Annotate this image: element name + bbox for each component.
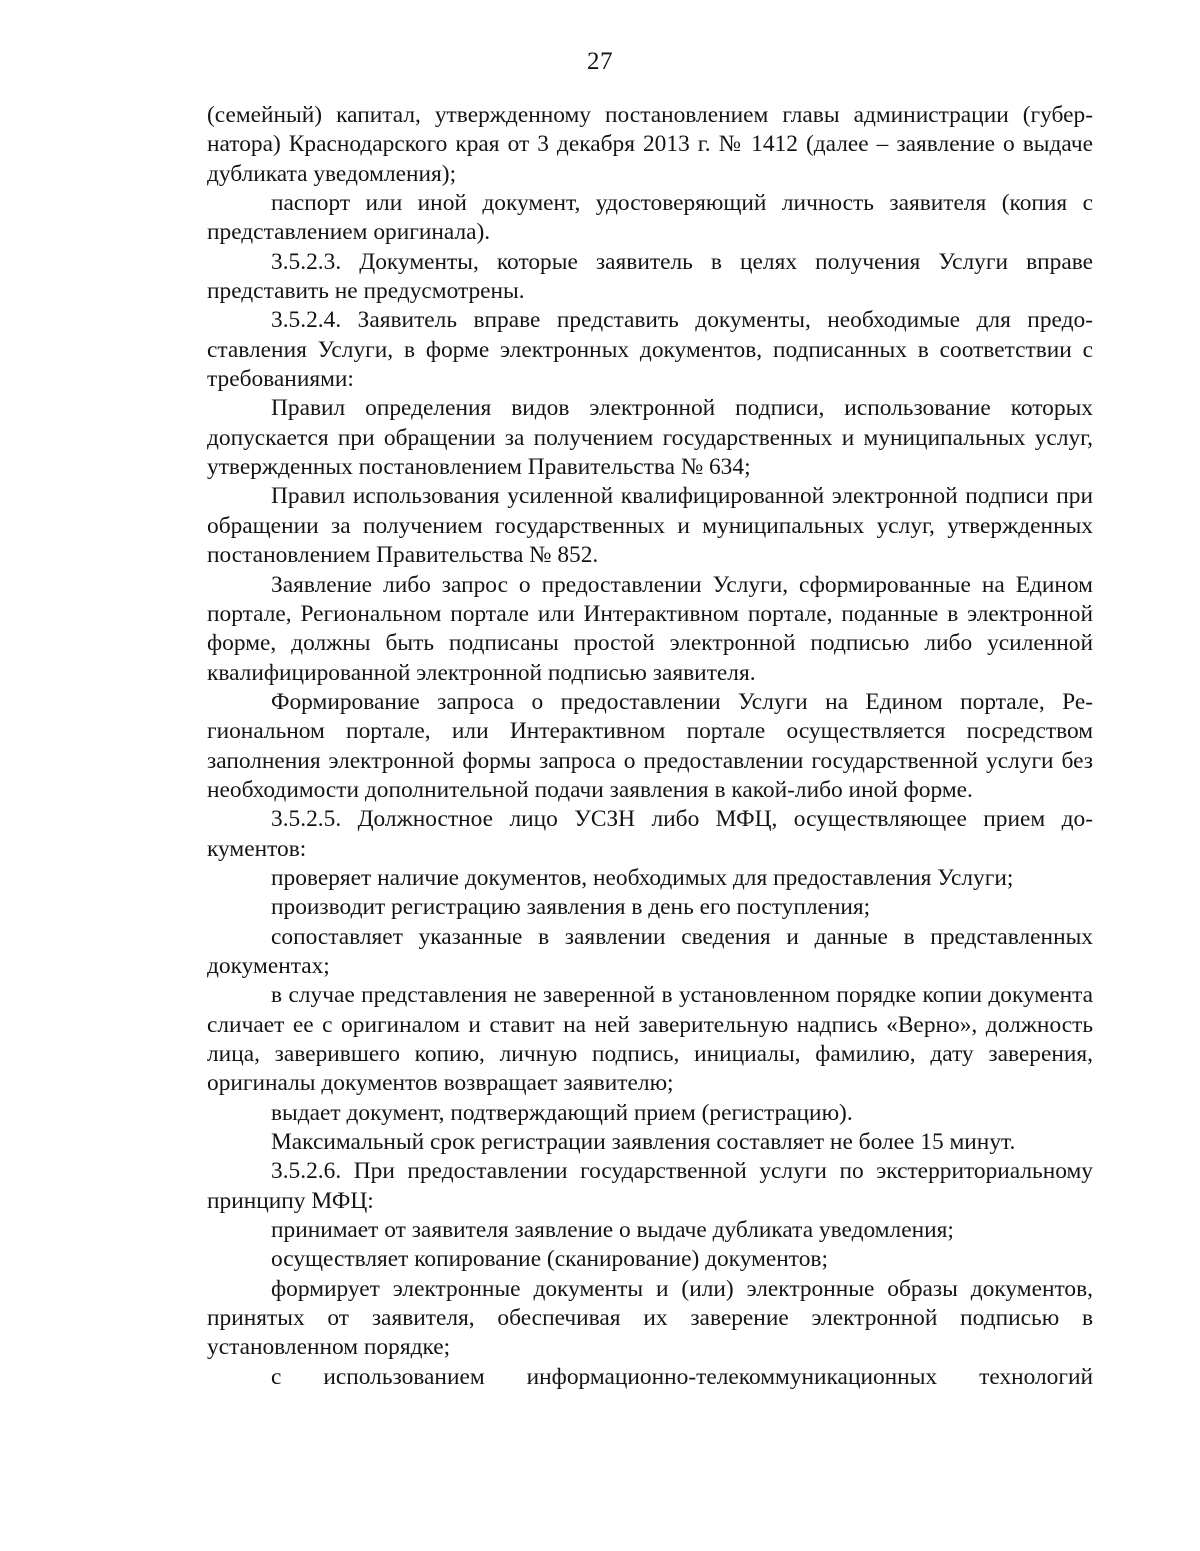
paragraph: с использованием информационно-телекоммуникационных технологий: [271, 1363, 1093, 1390]
paragraph: осуществляет копирование (сканирование) документов;: [271, 1246, 828, 1273]
paragraph: сопоставляет указанные в заявлении сведения и данные в представленных документах;: [207, 923, 1093, 979]
paragraph: 3.5.2.6. При предоставлении государственной услуги по экстерриториальному принципу МФЦ:: [207, 1158, 1093, 1214]
paragraph: принимает от заявителя заявление о выдаче дубликата уведомления;: [271, 1217, 954, 1244]
paragraph: 3.5.2.3. Документы, которые заявитель в целях получения Услуги вправе представить не предусмотрены.: [207, 248, 1093, 305]
paragraph: Правил определения видов электронной подписи, использование которых допускается при обращении за получением государственных и муниципальных услуг, утвержденных постановлением Правительства № 634;: [207, 395, 1093, 481]
paragraph: Правил использования усиленной квалифицированной электронной подписи при обращении за получением государственных и муниципальных услуг, утвержденных постановлением Правительства № 852.: [207, 483, 1093, 569]
paragraph: формирует электронные документы и (или) электронные образы документов, принятых от заявителя, обеспечивая их заверение электронной подписью в установленном порядке;: [207, 1275, 1093, 1361]
document-body: [207, 101, 1093, 1392]
paragraph: выдает документ, подтверждающий прием (регистрацию).: [271, 1099, 853, 1126]
paragraph: в случае представления не заверенной в установленном порядке копии документа сличает ее с оригиналом и ставит на ней заверительную надпись «Верно», должность лица, заверившего копию, личную подпись, инициалы, фамилию, дату заверения, оригиналы документов возвращает заявителю;: [207, 982, 1093, 1097]
paragraph: проверяет наличие документов, необходимых для предоставления Услуги;: [271, 864, 1014, 891]
paragraph: производит регистрацию заявления в день его поступления;: [271, 894, 871, 921]
paragraph: 3.5.2.5. Должностное лицо УСЗН либо МФЦ, осуществляющее прием документов:: [207, 806, 1093, 862]
paragraph: паспорт или иной документ, удостоверяющий личность заявителя (копия с представлением оригинала).: [207, 190, 1093, 246]
paragraph: (семейный) капитал, утвержденному постановлением главы администрации (губернатора) Краснодарского края от 3 декабря 2013 г. № 1412 (далее – заявление о выдаче дубликата уведомления);: [207, 102, 1093, 187]
paragraph: Максимальный срок регистрации заявления составляет не более 15 минут.: [271, 1129, 1016, 1156]
paragraph: Заявление либо запрос о предоставлении Услуги, сформированные на Едином портале, Региональном портале или Интерактивном портале, поданные в электронной форме, должны быть подписаны простой электронной подписью либо усиленной квалифицированной электронной подписью заявителя.: [207, 571, 1093, 686]
page-number: 27: [587, 48, 613, 75]
paragraph: 3.5.2.4. Заявитель вправе представить документы, необходимые для предоставления Услуги, в форме электронных документов, подписанных в соответствии с требованиями:: [207, 307, 1093, 393]
paragraph: Формирование запроса о предоставлении Услуги на Едином портале, Региональном портале, или Интерактивном портале осуществляется посредством заполнения электронной формы запроса о предоставлении государственной услуги без необходимости дополнительной подачи заявления в какой-либо иной форме.: [207, 688, 1093, 803]
